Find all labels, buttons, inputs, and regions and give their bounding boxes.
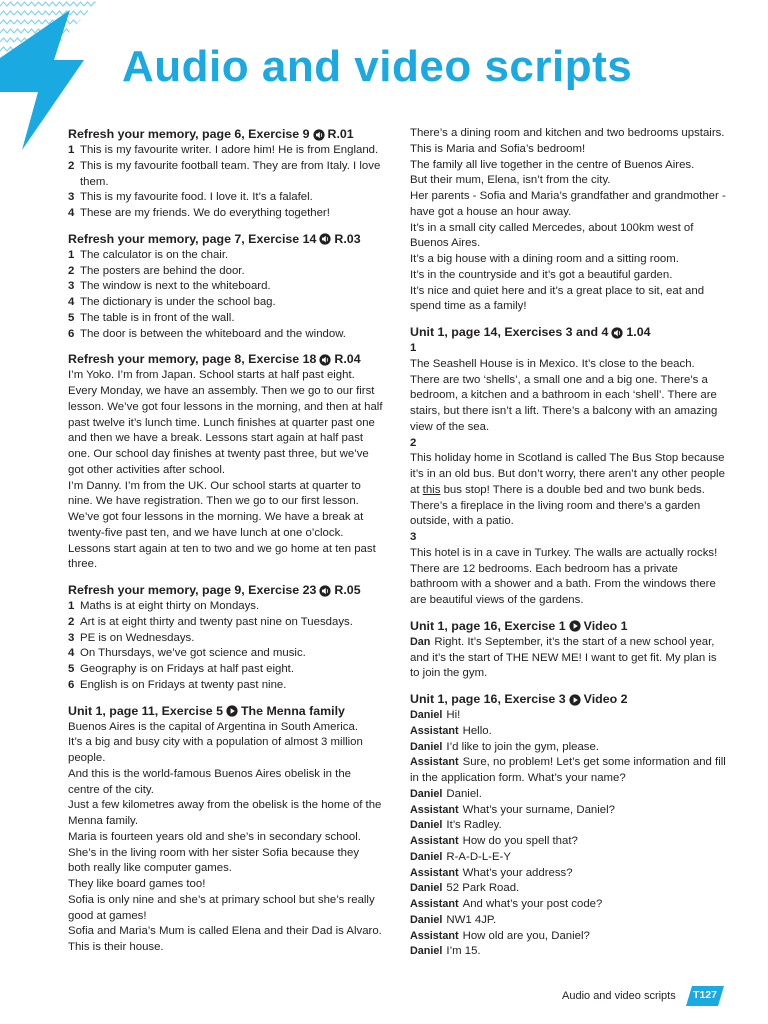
paragraph: The Seashell House is in Mexico. It’s close to the beach. There are two ‘shells’, a small one and a big one. There’s a bedroom, a kitchen and a bathroom in each ‘shell’. There are stairs, but there isn’t a lift. There’s a balcony with an amazing view of the sea.: [410, 357, 718, 433]
audio-icon: [611, 327, 623, 339]
paragraph: Her parents - Sofia and Maria’s grandfather and grandmother - have got a house an hour away.: [410, 190, 726, 218]
paragraph: Buenos Aires is the capital of Argentina in South America.: [68, 720, 358, 733]
right-column: [410, 126, 726, 969]
section-heading: Unit 1, page 16, Exercise 3 Video 2: [410, 692, 628, 706]
list-item: 1 Maths is at eight thirty on Mondays.: [68, 600, 260, 612]
paragraph: This holiday home in Scotland is called The Bus Stop because it’s in an old bus. But don’t worry, there aren’t any other people at this bus stop! There is a double bed and two bunk beds. There’s a fireplace in the living room and there’s a garden outside, with a patio.: [410, 452, 725, 528]
page-title: Audio and video scripts: [122, 42, 633, 91]
part-number: 2: [410, 436, 417, 449]
list-item: 1 This is my favourite writer. I adore him! He is from England.: [68, 144, 379, 156]
section-video-2: [410, 691, 726, 960]
video-play-icon: [226, 705, 238, 717]
section-heading: Refresh your memory, page 7, Exercise 14 R.03: [68, 231, 361, 246]
section-heading: Unit 1, page 14, Exercises 3 and 4 1.04: [410, 325, 651, 339]
paragraph: It’s in a small city called Mercedes, about 100km west of Buenos Aires.: [410, 221, 694, 250]
speaker-name: Assistant: [410, 803, 459, 816]
speaker-name: Assistant: [410, 724, 459, 737]
speaker-name: Daniel: [410, 945, 443, 958]
section-heading: Refresh your memory, page 8, Exercise 18 R.04: [68, 352, 361, 367]
speaker-name: Daniel: [410, 913, 443, 926]
part-number: 1: [410, 342, 417, 354]
list-item: 4 These are my friends. We do everything together!: [68, 207, 330, 219]
video-play-icon: [569, 694, 581, 706]
speaker-name: Assistant: [410, 756, 459, 769]
speaker-name: Assistant: [410, 898, 459, 910]
paragraph: It’s a big house with a dining room and a sitting room.: [410, 253, 679, 265]
section-heading: Unit 1, page 16, Exercise 1 Video 1: [410, 618, 628, 633]
dialogue-line: Daniel Hi!: [410, 709, 461, 721]
paragraph: Maria is fourteen years old and she’s in secondary school. She’s in the living room with her sister Sofia because they both really like computer games.: [68, 830, 361, 875]
section-r01: [68, 126, 384, 222]
paragraph: Sofia is only nine and she’s at primary school but she’s really good at games!: [68, 893, 375, 922]
paragraph: This hotel is in a cave in Turkey. The walls are actually rocks! There are 12 bedrooms. Each bedroom has a private bathroom with a shower and a bath. From the windows there are beautiful views of the gardens.: [410, 546, 718, 606]
left-column: [68, 126, 384, 965]
list-item: 2 This is my favourite football team. They are from Italy. I love them.: [68, 159, 381, 188]
video-play-icon: [569, 620, 581, 632]
speaker-name: Assistant: [410, 929, 459, 942]
list-item: 5 Geography is on Fridays at half past eight.: [68, 663, 295, 675]
footer-section-label: Audio and video scripts: [562, 990, 676, 1002]
dialogue-line: Dan Right. It’s September, it’s the start of a new school year, and it’s the start of THE NEW ME! I want to get fit. My plan is to join the gym.: [410, 635, 717, 680]
paragraph: It’s in the countryside and it’s got a beautiful garden.: [410, 268, 673, 281]
dialogue-line: Daniel I’d like to join the gym, please.: [410, 740, 599, 753]
list-item: 3 PE is on Wednesdays.: [68, 631, 195, 644]
list-item: 6 English is on Fridays at twenty past nine.: [68, 678, 287, 691]
numbered-list: [68, 143, 384, 222]
dialogue-line: Daniel It’s Radley.: [410, 819, 502, 832]
dialogue-line: Assistant How do you spell that?: [410, 835, 578, 847]
paragraph: They like board games too!: [68, 878, 206, 890]
paragraph: The family all live together in the centre of Buenos Aires.: [410, 158, 695, 171]
section-menna-family: [68, 703, 384, 956]
list-item: 3 This is my favourite food. I love it. It’s a falafel.: [68, 191, 313, 204]
audio-icon: [313, 129, 325, 141]
paragraph: Sofia and Maria’s Mum is called Elena and their Dad is Alvaro. This is their house.: [68, 925, 382, 953]
dialogue-line: Daniel I’m 15.: [410, 945, 481, 958]
speaker-name: Assistant: [410, 866, 459, 879]
list-item: 2 Art is at eight thirty and twenty past nine on Tuesdays.: [68, 615, 353, 628]
part-number: 3: [410, 531, 417, 543]
paragraph: But their mum, Elena, isn’t from the city.: [410, 174, 611, 187]
dialogue-line: Daniel NW1 4JP.: [410, 913, 497, 926]
dialogue-line: Assistant What’s your address?: [410, 866, 573, 879]
speaker-name: Dan: [410, 635, 431, 648]
speaker-name: Daniel: [410, 882, 443, 895]
section-r04: [68, 351, 384, 573]
list-item: 6 The door is between the whiteboard and the window.: [68, 327, 346, 340]
section-heading: Refresh your memory, page 6, Exercise 9 R.01: [68, 127, 354, 141]
audio-icon: [319, 354, 331, 366]
numbered-list: [68, 599, 384, 694]
section-heading: Refresh your memory, page 9, Exercise 23 R.05: [68, 583, 361, 597]
list-item: 4 The dictionary is under the school bag.: [68, 296, 276, 308]
paragraph: And this is the world-famous Buenos Aires obelisk in the centre of the city.: [68, 767, 352, 796]
list-item: 1 The calculator is on the chair.: [68, 248, 229, 261]
speaker-name: Daniel: [410, 850, 443, 863]
section-menna-family-continued: [410, 126, 726, 315]
audio-icon: [319, 585, 331, 597]
paragraph: Just a few kilometres away from the obelisk is the home of the Menna family.: [68, 799, 382, 827]
section-r03: [68, 231, 384, 343]
paragraph: It’s a big and busy city with a population of almost 3 million people.: [68, 736, 363, 764]
page-number-badge: [686, 986, 724, 1006]
paragraph: There’s a dining room and kitchen and two bedrooms upstairs. This is Maria and Sofia’s bedroom!: [410, 127, 725, 155]
numbered-list: [68, 248, 384, 343]
paragraph: It’s nice and quiet here and it’s a great place to sit, eat and spend time as a family!: [410, 284, 705, 313]
list-item: 3 The window is next to the whiteboard.: [68, 280, 271, 293]
speaker-name: Daniel: [410, 740, 443, 753]
list-item: 2 The posters are behind the door.: [68, 264, 245, 277]
section-video-1: [410, 618, 726, 682]
dialogue-line: Daniel 52 Park Road.: [410, 882, 520, 895]
dialogue-line: Assistant What’s your surname, Daniel?: [410, 803, 615, 816]
speaker-name: Daniel: [410, 819, 443, 832]
paragraph: I’m Danny. I’m from the UK. Our school starts at quarter to nine. We have registration. Then we go to our first lesson. We’ve got four lessons in the morning. We have a break at twenty-five past ten, and we have lunch at one o’clock. Lessons start again at ten to two and we go home at ten past three.: [68, 479, 376, 571]
dialogue-line: Daniel Daniel.: [410, 787, 482, 800]
section-1-04: [410, 324, 726, 609]
audio-icon: [319, 233, 331, 245]
paragraph: I’m Yoko. I’m from Japan. School starts at half past eight. Every Monday, we have an assembly. Then we go to our first lesson. We’ve got four lessons in the morning, and then at half past twelve it’s lunch time. Lunch finishes at quarter past one and then we have a break. Lessons start again at half past one. Our school day finishes at twenty past three, but we’ve got other activities after school.: [68, 369, 383, 476]
list-item: 5 The table is in front of the wall.: [68, 311, 235, 324]
speaker-name: Daniel: [410, 709, 443, 721]
dialogue-line: Assistant Sure, no problem! Let’s get some information and fill in the application form. What’s your name?: [410, 756, 726, 784]
speaker-name: Assistant: [410, 835, 459, 847]
speaker-name: Daniel: [410, 787, 443, 800]
underlined-word: this: [422, 483, 441, 496]
dialogue-line: Daniel R-A-D-L-E-Y: [410, 850, 511, 863]
section-r05: [68, 582, 384, 694]
section-heading: Unit 1, page 11, Exercise 5 The Menna family: [68, 703, 345, 718]
dialogue-line: Assistant And what’s your post code?: [410, 898, 603, 910]
page-number: T127: [693, 989, 717, 1001]
list-item: 4 On Thursdays, we’ve got science and music.: [68, 647, 306, 660]
dialogue-line: Assistant How old are you, Daniel?: [410, 929, 590, 942]
dialogue-line: Assistant Hello.: [410, 724, 492, 737]
